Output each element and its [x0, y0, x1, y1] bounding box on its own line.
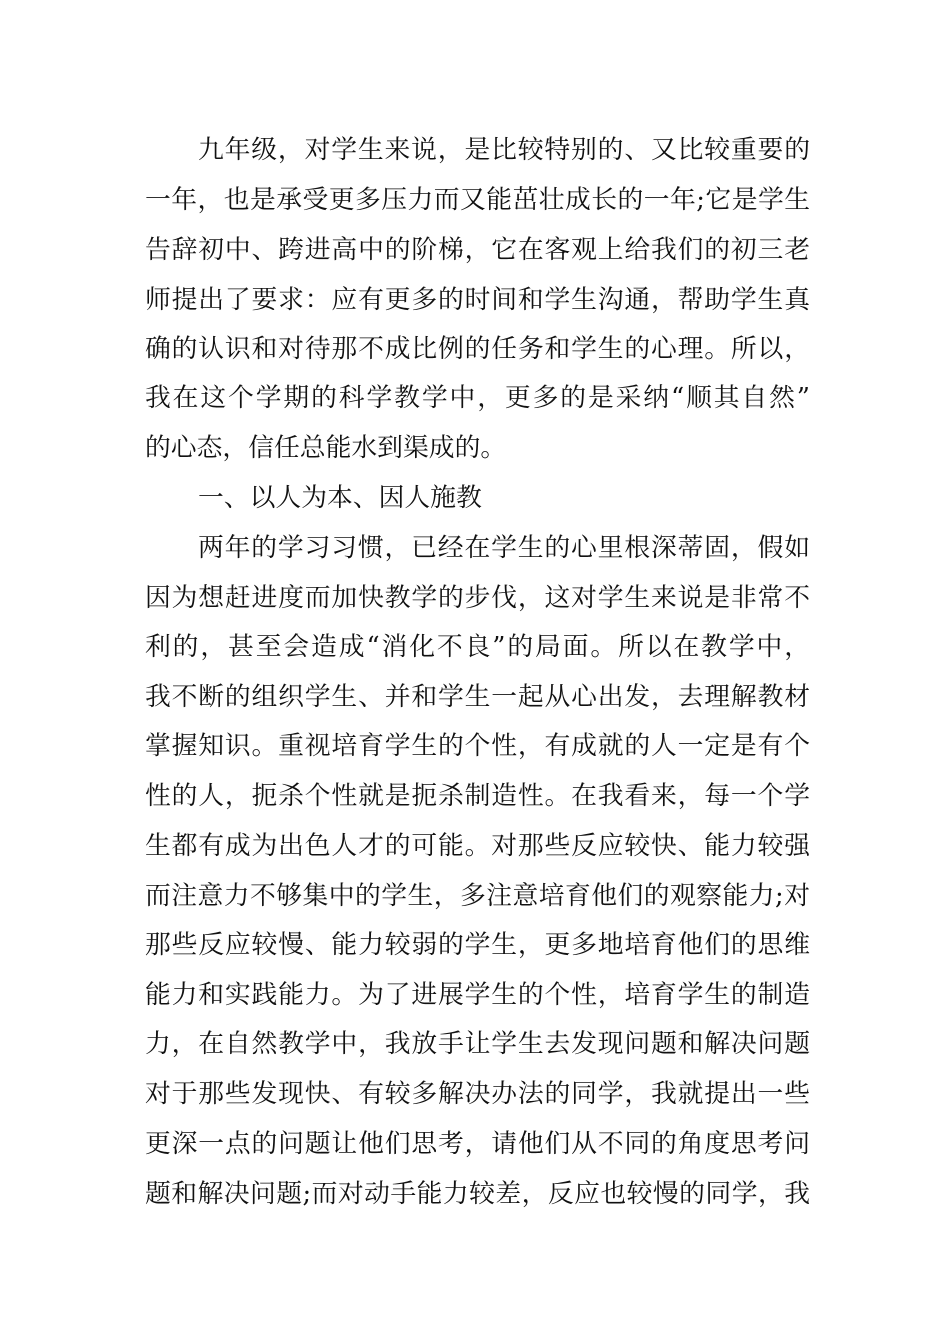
paragraph-2-line-4: 我不断的组织学生、并和学生一起从心出发，去理解教材: [145, 682, 810, 712]
paragraph-2-line-3: 利的，甚至会造成“消化不良”的局面。所以在教学中，: [145, 632, 810, 662]
paragraph-2-line-8: 而注意力不够集中的学生，多注意培育他们的观察能力;对: [145, 881, 810, 911]
paragraph-2-line-11: 力，在自然教学中，我放手让学生去发现问题和解决问题: [145, 1029, 810, 1059]
paragraph-2-line-9: 那些反应较慢、能力较弱的学生，更多地培育他们的思维: [145, 930, 810, 960]
paragraph-1-line-5: 确的认识和对待那不成比例的任务和学生的心理。所以，: [145, 334, 810, 364]
paragraph-1-line-4: 师提出了要求：应有更多的时间和学生沟通，帮助学生真: [145, 285, 810, 315]
paragraph-2-line-7: 生都有成为出色人才的可能。对那些反应较快、能力较强: [145, 831, 810, 861]
paragraph-1-line-7: 的心态，信任总能水到渠成的。: [145, 433, 507, 463]
paragraph-2-line-13: 更深一点的问题让他们思考，请他们从不同的角度思考问: [145, 1129, 810, 1159]
section-heading: 一、以人为本、因人施教: [198, 483, 482, 513]
paragraph-2-line-14: 题和解决问题;而对动手能力较差，反应也较慢的同学，我: [145, 1179, 810, 1209]
paragraph-2-line-12: 对于那些发现快、有较多解决办法的同学，我就提出一些: [145, 1079, 810, 1109]
paragraph-1-line-3: 告辞初中、跨进高中的阶梯，它在客观上给我们的初三老: [145, 235, 810, 265]
paragraph-1-line-6: 我在这个学期的科学教学中，更多的是采纳“顺其自然”: [145, 383, 810, 413]
paragraph-2-line-1: 两年的学习习惯，已经在学生的心里根深蒂固，假如: [198, 533, 810, 563]
paragraph-1-line-2: 一年，也是承受更多压力而又能茁壮成长的一年;它是学生: [145, 185, 810, 215]
paragraph-1-line-1: 九年级，对学生来说，是比较特别的、又比较重要的: [198, 135, 810, 165]
paragraph-2-line-2: 因为想赶进度而加快教学的步伐，这对学生来说是非常不: [145, 583, 810, 613]
paragraph-2-line-6: 性的人，扼杀个性就是扼杀制造性。在我看来，每一个学: [145, 781, 810, 811]
paragraph-2-line-5: 掌握知识。重视培育学生的个性，有成就的人一定是有个: [145, 731, 810, 761]
paragraph-2-line-10: 能力和实践能力。为了进展学生的个性，培育学生的制造: [145, 980, 810, 1010]
